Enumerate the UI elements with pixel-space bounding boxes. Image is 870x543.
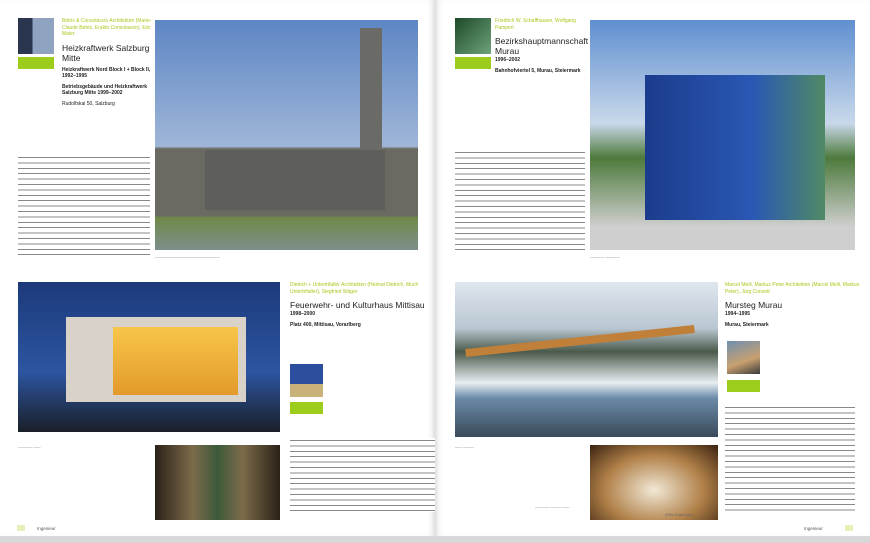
- green-tag: [455, 57, 491, 69]
- body-text: [18, 155, 150, 257]
- folio-left: Ingenieur: [37, 526, 56, 531]
- left-page: [0, 0, 435, 536]
- project-header: [495, 18, 587, 74]
- project-detail: Betriebsgebäude und Heizkraftwerk Salzburg Mitte 1999–2002: [62, 83, 148, 96]
- green-tag: [18, 57, 54, 69]
- green-tag: [727, 380, 760, 392]
- quote-attribution: (Otto Kapfinger): [665, 512, 694, 517]
- district-office-photo: [590, 20, 855, 250]
- photo-caption: ——————————————————: [155, 255, 220, 259]
- project-years: 1998–2000: [290, 311, 316, 317]
- project-years: 1994–1995: [725, 311, 751, 317]
- architects: Dietrich + Untertrifaller Architekten (Helmut Dietrich, Much Untertrifaller), Siegfried Wäger: [290, 282, 419, 295]
- photo-caption: ———— ——— ——: [535, 505, 570, 509]
- project-address: Bahnhofviertel 5, Murau, Steiermark: [495, 67, 581, 74]
- project-title: Bezirkshauptmannschaft Murau: [495, 36, 589, 56]
- project-address: Rudolfskai 50, Salzburg: [62, 100, 115, 107]
- project-header: [62, 18, 152, 107]
- project-thumbnail: [727, 341, 760, 374]
- interior-photo: [155, 445, 280, 520]
- project-thumbnail: [455, 18, 491, 54]
- fire-station-photo: [18, 282, 280, 432]
- architects: Bétrix & Consolascio Architekten (Marie-Claude Bétrix, Eraldo Consolascio), Eric Maier: [62, 18, 152, 37]
- project-header: [290, 282, 440, 328]
- project-address: Platz 400, Mittisau, Vorarlberg: [290, 321, 361, 328]
- architects: Marcel Meili, Markus Peter Architekten (Marcel Meili, Markus Peter), Jürg Conzett: [725, 282, 860, 295]
- project-title: Heizkraftwerk Salzburg Mitte: [62, 42, 150, 63]
- project-years: 1996–2002: [495, 57, 521, 63]
- body-text: [725, 405, 855, 515]
- folio-marker: [17, 525, 25, 531]
- body-text: [455, 150, 585, 250]
- right-page: [435, 0, 870, 536]
- project-header: [725, 282, 860, 328]
- architects: Friedrich W. Schaffhauser, Wolfgang Pamperl: [495, 18, 576, 31]
- green-tag: [290, 402, 323, 414]
- project-title: Mursteg Murau: [725, 300, 783, 310]
- photo-caption: ———— ————: [590, 255, 620, 259]
- project-thumbnail: [290, 364, 323, 397]
- power-plant-photo: [155, 20, 418, 250]
- project-title: Feuerwehr- und Kulturhaus Mittisau: [290, 300, 425, 310]
- photo-caption: —— ———: [455, 445, 474, 449]
- photo-caption: ———— ——: [18, 445, 41, 449]
- bridge-photo: [455, 282, 718, 437]
- project-thumbnail: [18, 18, 54, 54]
- bridge-interior-photo: [590, 445, 718, 520]
- project-address: Murau, Steiermark: [725, 321, 769, 328]
- folio-right: Ingenieur: [804, 526, 823, 531]
- project-detail: Heizkraftwerk Nord Block I + Block II, 1992–1995: [62, 66, 151, 79]
- folio-marker: [845, 525, 853, 531]
- body-text: [290, 438, 440, 512]
